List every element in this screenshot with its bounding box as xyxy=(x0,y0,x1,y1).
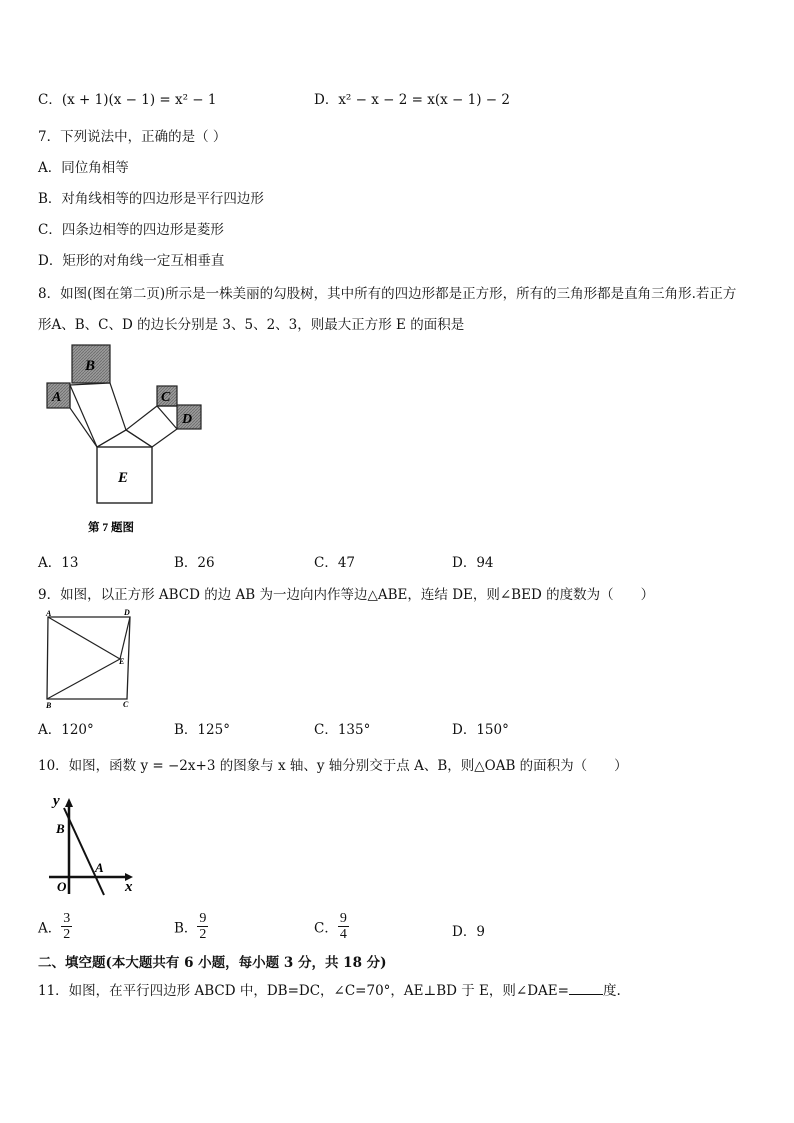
frac-denominator: 2 xyxy=(199,927,207,942)
q7-option-d: D．矩形的对角线一定互相垂直 xyxy=(38,253,225,269)
label-b: B xyxy=(46,701,52,710)
label-a: A xyxy=(52,390,62,405)
q9-stem: 9．如图，以正方形 ABCD 的边 AB 为一边向内作等边△ABE，连结 DE，则∠BED 的度数为（ ） xyxy=(38,587,655,603)
label-b: B xyxy=(56,821,65,836)
q11-stem: 11．如图，在平行四边形 ABCD 中，DB=DC，∠C=70°，AE⊥BD 于 E，则∠DAE= 度. xyxy=(38,983,621,999)
label-c: C xyxy=(123,700,129,709)
answer-blank[interactable] xyxy=(569,982,603,995)
frac-denominator: 2 xyxy=(63,927,71,942)
q10-stem: 10．如图，函数 y = −2x+3 的图象与 x 轴、y 轴分别交于点 A、B，则△OAB 的面积为（ ） xyxy=(38,758,628,774)
q10-option-a: A． $\frac{3}{2}$ xyxy=(38,911,71,942)
q8-option-d: D．94 xyxy=(452,555,494,571)
frac-numerator: 3 xyxy=(63,911,71,926)
q8-option-a: A．13 xyxy=(38,555,79,571)
q10-option-d: D．9 xyxy=(452,924,485,940)
q8-option-b: B．26 xyxy=(174,555,215,571)
label-b: B xyxy=(85,358,96,374)
q9-option-c: C．135° xyxy=(314,722,371,738)
frac-numerator: 9 xyxy=(339,911,347,926)
q9-option-a: A．120° xyxy=(38,722,94,738)
label-y: y xyxy=(53,793,60,809)
frac-numerator: 9 xyxy=(199,911,207,926)
label-o: O xyxy=(57,879,67,894)
q9-option-b: B．125° xyxy=(174,722,230,738)
label-a: A xyxy=(46,609,52,618)
q7-option-a: A．同位角相等 xyxy=(38,160,129,176)
label-e: E xyxy=(118,470,129,486)
label-x: x xyxy=(125,879,133,895)
q10-option-b: B． $\frac{9}{2}$ xyxy=(174,911,207,942)
q8-stem-line2: 形A、B、C、D 的边长分别是 3、5、2、3，则最大正方形 E 的面积是 xyxy=(38,317,465,333)
q6-option-d: D．x² − x − 2 = x(x − 1) − 2 xyxy=(314,92,510,108)
q8-stem-line1: 8．如图(图在第二页)所示是一株美丽的勾股树，其中所有的四边形都是正方形，所有的三角形都是直角三角形.若正方 xyxy=(38,286,737,302)
q9-option-d: D．150° xyxy=(452,722,509,738)
figure-caption: 第 7 题图 xyxy=(88,522,134,534)
label-d: D xyxy=(124,608,130,617)
section-heading: 二、填空题(本大题共有 6 小题，每小题 3 分，共 18 分) xyxy=(38,955,387,971)
q6-option-c: C．(x + 1)(x − 1) = x² − 1 xyxy=(38,92,217,108)
label-a: A xyxy=(95,860,104,875)
q7-option-c: C．四条边相等的四边形是菱形 xyxy=(38,222,224,238)
q7-option-b: B．对角线相等的四边形是平行四边形 xyxy=(38,191,264,207)
frac-denominator: 4 xyxy=(339,927,347,942)
label-c: C xyxy=(161,390,171,405)
label-e: E xyxy=(119,657,125,666)
q8-option-c: C．47 xyxy=(314,555,356,571)
q7-stem: 7．下列说法中，正确的是（ ） xyxy=(38,129,227,145)
q10-option-c: C． $\frac{9}{4}$ xyxy=(314,911,347,942)
label-d: D xyxy=(182,412,193,427)
